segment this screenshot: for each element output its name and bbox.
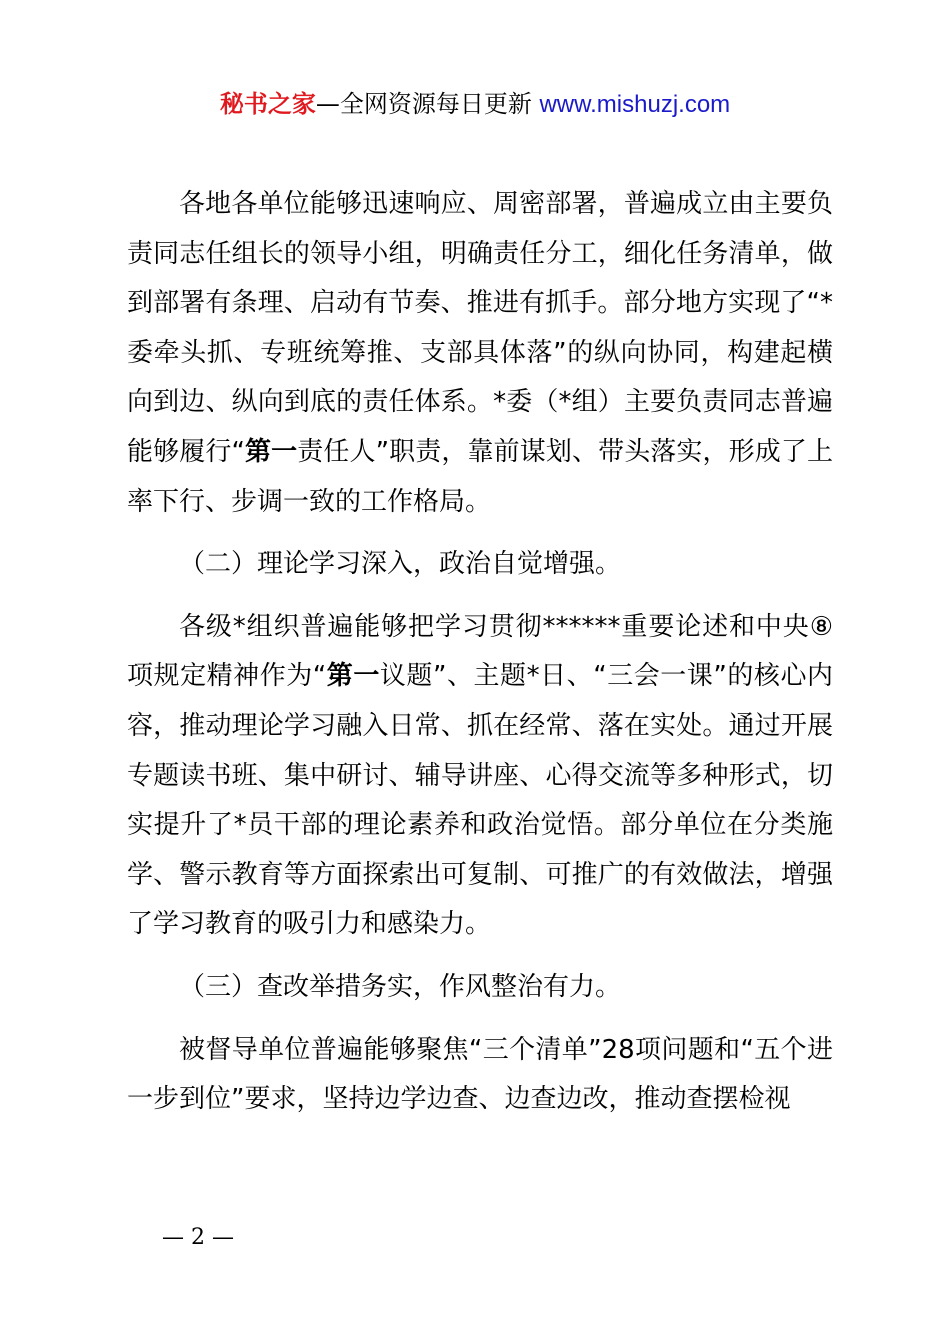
brand-name: 秘书之家: [219, 90, 316, 118]
paragraph-2-text-b: 议题”、主题*日、“三会一课”的核心内容，推动理论学习融入日常、抓在经常、落在实处。通过开展专题读书班、集中研讨、辅导讲座、心得交流等多种形式，切实提升了*员干部的理论素养和政治觉悟。部分单位在分类施学、警示教育等方面探索出可复制、可推广的有效做法，增强了学习教育的吸引力和感染力。: [127, 661, 833, 940]
paragraph-2: [127, 603, 833, 950]
paragraph-1-text-b: 责任人”职责，靠前谋划、带头落实，形成了上率下行、步调一致的工作格局。: [127, 436, 833, 517]
paragraph-3: 被督导单位普遍能够聚焦“三个清单”28项问题和“五个进一步到位”要求，坚持边学边查、边查边改，推动查摆检视: [127, 1034, 833, 1115]
section-heading-3: （三）查改举措务实，作风整治有力。: [179, 971, 622, 1002]
section-heading-2: （二）理论学习深入，政治自觉增强。: [179, 549, 622, 580]
paragraph-1-bold: 第一: [244, 436, 298, 467]
document-body: [127, 180, 833, 1125]
paragraph-1-text-a: 各地各单位能够迅速响应、周密部署，普遍成立由主要负责同志任组长的领导小组，明确责任分工，细化任务清单，做到部署有条理、启动有节奏、推进有抓手。部分地方实现了“*委牵头抓、专班统筹推、支部具体落”的纵向协同，构建起横向到边、纵向到底的责任体系。*委（*组）主要负责同志普遍能够履行“: [127, 189, 833, 467]
site-url[interactable]: www.mishuzj.com: [539, 91, 731, 118]
page-number: — 2 —: [162, 1225, 234, 1250]
paragraph-1: [127, 180, 833, 527]
paragraph-2-text-a: 各级*组织普遍能够把学习贯彻******重要论述和中央⑧项规定精神作为“: [127, 611, 833, 692]
header-tagline: —全网资源每日更新: [315, 90, 540, 118]
paragraph-2-bold: 第一: [326, 661, 380, 692]
site-header: [0, 86, 950, 123]
